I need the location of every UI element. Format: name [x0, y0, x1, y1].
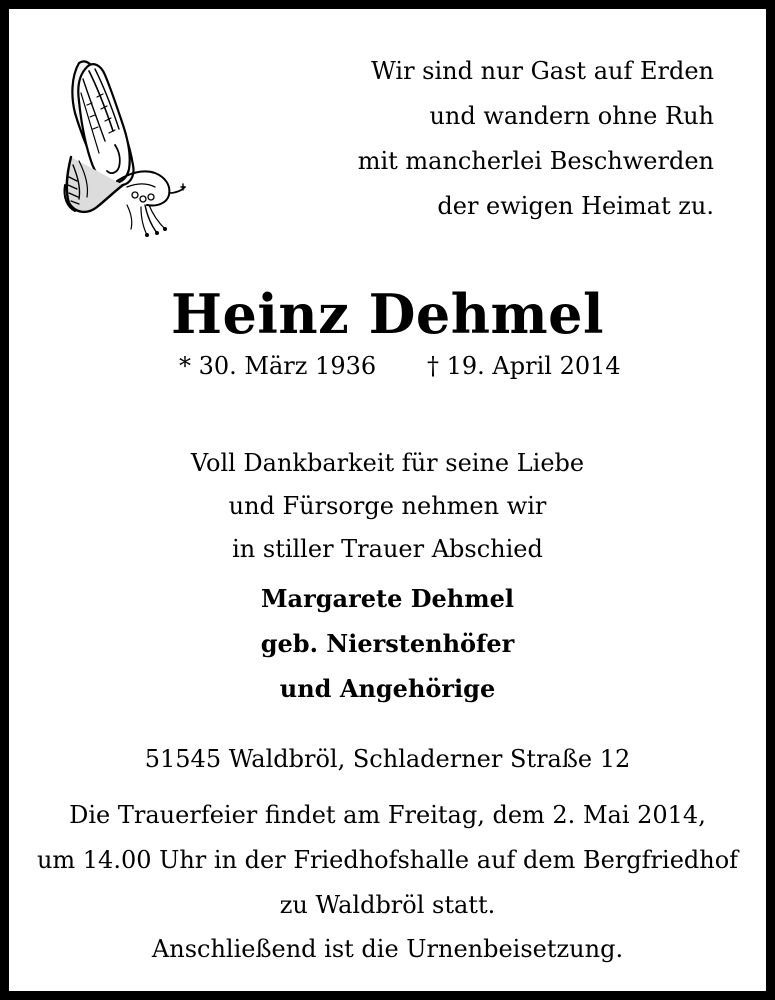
urn-note: [9, 929, 766, 969]
service-line: zu Waldbröl statt.: [279, 891, 496, 919]
poem-line: mit mancherlei Beschwerden: [357, 147, 714, 175]
mourners: [9, 576, 766, 711]
urn-note-line: Anschließend ist die Urnenbeisetzung.: [151, 935, 624, 963]
thanks-line: und Fürsorge nehmen wir: [228, 492, 547, 520]
mourner-line: Margarete Dehmel: [260, 584, 515, 613]
thanks-line: Voll Dankbarkeit für seine Liebe: [190, 449, 585, 477]
birth-date: * 30. März 1936: [179, 352, 377, 380]
thanks-text: [9, 442, 766, 571]
poem-line: der ewigen Heimat zu.: [437, 192, 714, 220]
praying-hands-icon: [57, 57, 187, 239]
death-date: † 19. April 2014: [427, 352, 621, 380]
thanks-line: in stiller Trauer Abschied: [232, 535, 543, 563]
address-line: 51545 Waldbröl, Schladerner Straße 12: [144, 745, 631, 773]
poem-line: und wandern ohne Ruh: [429, 102, 714, 130]
service-line: Die Trauerfeier findet am Freitag, dem 2. Mai 2014,: [69, 801, 706, 829]
life-dates: [9, 348, 766, 384]
address: [9, 739, 766, 779]
mourner-line: und Angehörige: [279, 674, 496, 703]
service-line: um 14.00 Uhr in der Friedhofshalle auf dem Bergfriedhof: [36, 846, 739, 874]
service-info: [9, 793, 766, 928]
poem-line: Wir sind nur Gast auf Erden: [371, 57, 714, 85]
mourner-line: geb. Nierstenhöfer: [260, 629, 515, 658]
poem: [358, 49, 714, 229]
deceased-name: Heinz Dehmel: [170, 282, 605, 346]
